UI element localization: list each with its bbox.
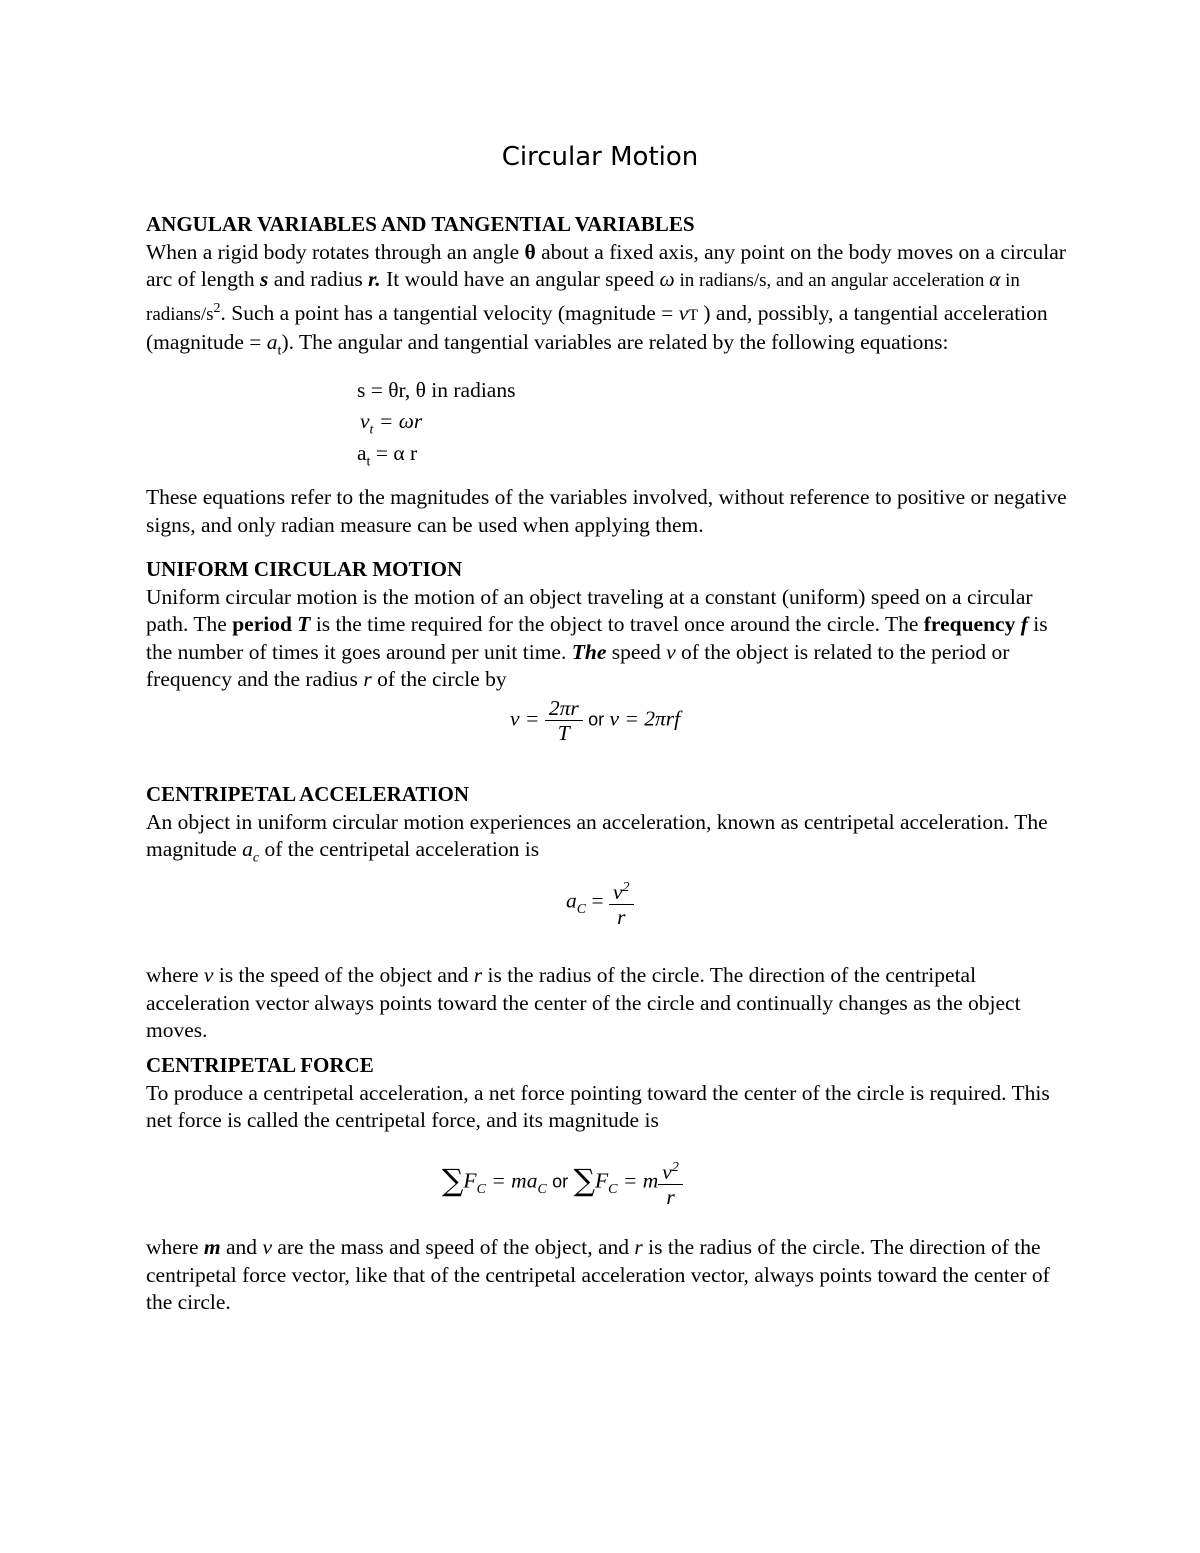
- symbol-a: a: [357, 441, 367, 465]
- symbol-r: r: [363, 667, 372, 691]
- text-run: When a rigid body rotates through an angle: [146, 239, 525, 264]
- section-paragraph: [146, 1234, 1076, 1317]
- equation-alt: v = 2πrf: [609, 706, 681, 731]
- section-heading: ANGULAR VARIABLES AND TANGENTIAL VARIABLES: [146, 212, 695, 236]
- symbol-a: a: [566, 888, 577, 913]
- or-word: or: [552, 1171, 569, 1192]
- symbol-a: a: [242, 837, 253, 861]
- symbol-v: v: [678, 300, 689, 325]
- equation-arc-length: s = θr, θ in radians: [357, 378, 516, 402]
- term-period: period: [232, 612, 292, 636]
- symbol-f: f: [1020, 612, 1028, 636]
- text-run: and radius: [268, 267, 369, 291]
- section-heading: UNIFORM CIRCULAR MOTION: [146, 557, 463, 581]
- symbol-v: v: [662, 1160, 672, 1185]
- symbol-v: v: [360, 409, 370, 433]
- text-run: where: [146, 963, 204, 987]
- text-run: is the radius of the circle. The direction of the centripetal force vector, like that of the centripetal acceleration vector, always points toward the center of the circle.: [146, 1235, 1050, 1314]
- section-angular-variables: [146, 211, 1076, 365]
- numerator: 2πr: [545, 696, 583, 721]
- section-paragraph: [146, 584, 1076, 694]
- section-force-note: [146, 1234, 1076, 1317]
- section-heading: CENTRIPETAL ACCELERATION: [146, 782, 470, 806]
- symbol-v: v: [666, 639, 676, 664]
- section-paragraph: To produce a centripetal acceleration, a net force pointing toward the center of the circle is required. This net force is called the centripetal force, and its magnitude is: [146, 1080, 1050, 1132]
- section-uniform-circular-motion: [146, 556, 1076, 694]
- omega-symbol: ω: [659, 267, 675, 291]
- subscript: C: [537, 1181, 547, 1197]
- symbol-F: F: [594, 1168, 609, 1193]
- equation-rhs: = ma: [485, 1168, 538, 1193]
- superscript: 2: [213, 300, 221, 316]
- subscript: T: [688, 306, 699, 324]
- section-angular-note: [146, 484, 1076, 539]
- denominator: T: [557, 721, 570, 745]
- text-run: of the centripetal acceleration is: [259, 837, 540, 861]
- symbol-s: s: [260, 267, 269, 291]
- page-title: Circular Motion: [501, 142, 699, 172]
- section-centripetal-force: [146, 1052, 1076, 1135]
- numerator: [609, 876, 634, 905]
- subscript: C: [608, 1181, 618, 1197]
- text-run: is the time required for the object to travel once around the circle. The: [310, 612, 924, 636]
- symbol-r: r: [473, 963, 483, 987]
- text-run: about a fixed axis, any point on the body moves on a circular arc of length: [146, 239, 1066, 291]
- section-paragraph: These equations refer to the magnitudes of the variables involved, without reference to positive or negative signs, and only radian measure can be used when applying them.: [146, 485, 1067, 537]
- section-centripetal-note: [146, 962, 1076, 1045]
- numerator: [658, 1156, 683, 1185]
- section-heading: CENTRIPETAL FORCE: [146, 1053, 374, 1077]
- text-run: speed: [606, 639, 667, 664]
- fraction: [545, 696, 583, 745]
- subscript: t: [277, 343, 282, 359]
- alpha-symbol: α: [989, 267, 1001, 291]
- equation-tangential-velocity: [360, 408, 422, 443]
- text-run: An object in uniform circular motion experiences an acceleration, known as centripetal acceleration. The magnitude: [146, 809, 1048, 861]
- section-centripetal-acceleration: [146, 781, 1076, 872]
- equals: =: [586, 888, 604, 913]
- symbol-r: r: [634, 1235, 643, 1259]
- symbol-v: v: [262, 1235, 272, 1259]
- text-run: is the number of times it goes around per unit time.: [146, 612, 1048, 664]
- sigma-symbol: ∑: [573, 1163, 595, 1199]
- text-run: are the mass and speed of the object, and: [271, 1235, 635, 1259]
- text-run: is the radius of the circle. The direction of the centripetal acceleration vector always points toward the center of the circle and continually changes as the object moves.: [146, 963, 1021, 1042]
- equation-rhs: = m: [617, 1168, 659, 1193]
- section-paragraph: [146, 809, 1076, 872]
- equation-tangential-acceleration: [357, 440, 417, 475]
- text-run: of the object is related to the period or frequency and the radius: [146, 639, 1010, 691]
- superscript: 2: [622, 880, 630, 895]
- equation-rhs: = ωr: [373, 409, 423, 433]
- superscript: 2: [671, 1160, 679, 1175]
- text-run: Uniform circular motion is the motion of an object traveling at a constant (uniform) speed on a circular path. The: [146, 584, 1033, 636]
- equation-centripetal-force: [442, 1156, 683, 1209]
- section-paragraph: [146, 962, 1076, 1045]
- text-run: and: [220, 1235, 263, 1259]
- symbol-r: r.: [368, 267, 381, 291]
- term-frequency: frequency: [923, 612, 1016, 636]
- subscript: c: [252, 850, 260, 866]
- sigma-symbol: ∑: [442, 1163, 464, 1199]
- equation-rhs: = α r: [370, 441, 418, 465]
- subscript: C: [576, 901, 587, 917]
- text-run: The: [571, 639, 607, 664]
- denominator: r: [617, 905, 626, 930]
- text-run: of the circle by: [371, 667, 507, 691]
- subscript: C: [476, 1181, 486, 1197]
- text-run: It would have an angular speed: [380, 267, 660, 291]
- text-run: ) and, possibly, a tangential acceleration (magnitude =: [146, 300, 1048, 355]
- symbol-v: v: [203, 963, 214, 987]
- text-run: is the speed of the object and: [213, 963, 474, 987]
- text-run: in radians/s, and an angular acceleration: [674, 270, 990, 291]
- subscript: t: [366, 454, 371, 470]
- equation-centripetal-acceleration: [566, 876, 634, 929]
- text-run: where: [146, 1235, 204, 1259]
- equation-lhs: v =: [510, 706, 540, 731]
- symbol-a: a: [266, 330, 278, 355]
- text-run: . Such a point has a tangential velocity (magnitude =: [220, 300, 679, 325]
- equation-speed: [510, 696, 680, 745]
- text-run: ). The angular and tangential variables are related by the following equations:: [281, 330, 949, 355]
- or-word: or: [588, 709, 605, 730]
- fraction: [609, 876, 634, 929]
- symbol-T: T: [297, 612, 311, 636]
- section-paragraph: [146, 239, 1076, 365]
- symbol-F: F: [463, 1168, 477, 1193]
- text-run: in radians/s: [146, 270, 1020, 325]
- denominator: r: [666, 1185, 675, 1210]
- theta-symbol: θ: [524, 239, 536, 264]
- symbol-v: v: [612, 880, 623, 905]
- subscript: t: [369, 422, 374, 438]
- fraction: [658, 1156, 683, 1209]
- symbol-m: m: [203, 1235, 221, 1259]
